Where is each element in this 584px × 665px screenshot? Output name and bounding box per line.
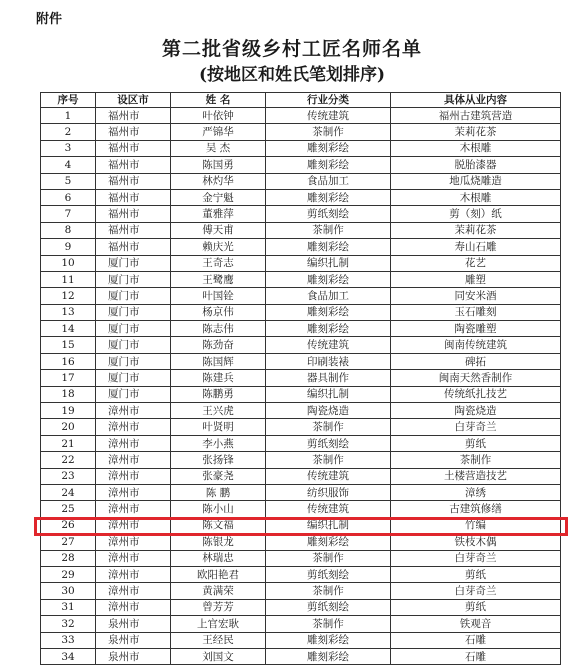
cell-city: 漳州市 <box>96 419 171 435</box>
table-row <box>41 616 561 632</box>
cell-city: 漳州市 <box>96 517 171 533</box>
cell-index: 12 <box>41 288 96 304</box>
cell-city: 福州市 <box>96 222 171 238</box>
cell-city: 厦门市 <box>96 255 171 271</box>
cell-content: 碑拓 <box>391 353 561 369</box>
cell-name: 张豪尧 <box>171 468 266 484</box>
attachment-label: 附件 <box>36 12 63 27</box>
cell-category: 编织扎制 <box>266 255 391 271</box>
cell-city: 漳州市 <box>96 484 171 500</box>
cell-city: 漳州市 <box>96 583 171 599</box>
cell-city: 泉州市 <box>96 616 171 632</box>
table-header-row <box>41 93 561 108</box>
cell-category: 剪纸刻绘 <box>266 206 391 222</box>
craftsman-table <box>40 92 561 665</box>
cell-name: 王兴虎 <box>171 403 266 419</box>
cell-content: 玉石雕刻 <box>391 304 561 320</box>
cell-category: 印刷装裱 <box>266 353 391 369</box>
table-row <box>41 648 561 664</box>
table-row <box>41 222 561 238</box>
table-row <box>41 452 561 468</box>
cell-category: 雕刻彩绘 <box>266 632 391 648</box>
cell-category: 食品加工 <box>266 288 391 304</box>
cell-index: 33 <box>41 632 96 648</box>
cell-city: 福州市 <box>96 124 171 140</box>
table-row <box>41 173 561 189</box>
cell-category: 纺织服饰 <box>266 484 391 500</box>
cell-category: 茶制作 <box>266 452 391 468</box>
cell-name: 陈鹏勇 <box>171 386 266 402</box>
cell-city: 厦门市 <box>96 304 171 320</box>
cell-name: 叶依钟 <box>171 108 266 124</box>
cell-content: 木根雕 <box>391 140 561 156</box>
cell-index: 24 <box>41 484 96 500</box>
cell-content: 石雕 <box>391 648 561 664</box>
cell-name: 陈国辉 <box>171 353 266 369</box>
cell-index: 32 <box>41 616 96 632</box>
cell-content: 漳绣 <box>391 484 561 500</box>
cell-name: 陈劲奋 <box>171 337 266 353</box>
cell-name: 陈银龙 <box>171 534 266 550</box>
table-row <box>41 403 561 419</box>
cell-city: 泉州市 <box>96 648 171 664</box>
cell-index: 26 <box>41 517 96 533</box>
cell-content: 寿山石雕 <box>391 239 561 255</box>
cell-content: 古建筑修缮 <box>391 501 561 517</box>
cell-content: 陶瓷雕塑 <box>391 321 561 337</box>
cell-city: 漳州市 <box>96 452 171 468</box>
cell-content: 剪纸 <box>391 566 561 582</box>
cell-index: 14 <box>41 321 96 337</box>
cell-content: 茶制作 <box>391 452 561 468</box>
cell-category: 剪纸刻绘 <box>266 599 391 615</box>
cell-content: 剪（刻）纸 <box>391 206 561 222</box>
cell-category: 茶制作 <box>266 583 391 599</box>
cell-category: 雕刻彩绘 <box>266 648 391 664</box>
cell-index: 34 <box>41 648 96 664</box>
table-row <box>41 206 561 222</box>
table-row <box>41 337 561 353</box>
header-content: 具体从业内容 <box>391 93 561 108</box>
cell-category: 茶制作 <box>266 124 391 140</box>
cell-category: 雕刻彩绘 <box>266 189 391 205</box>
cell-category: 雕刻彩绘 <box>266 157 391 173</box>
cell-content: 土楼营造技艺 <box>391 468 561 484</box>
cell-city: 泉州市 <box>96 632 171 648</box>
cell-category: 传统建筑 <box>266 108 391 124</box>
cell-name: 李小燕 <box>171 435 266 451</box>
cell-index: 29 <box>41 566 96 582</box>
cell-city: 厦门市 <box>96 353 171 369</box>
table-row <box>41 435 561 451</box>
cell-content: 脱胎漆器 <box>391 157 561 173</box>
cell-city: 厦门市 <box>96 337 171 353</box>
cell-name: 叶贤明 <box>171 419 266 435</box>
table-row <box>41 386 561 402</box>
cell-category: 陶瓷烧造 <box>266 403 391 419</box>
cell-index: 4 <box>41 157 96 173</box>
cell-name: 傅天甫 <box>171 222 266 238</box>
table-row <box>41 534 561 550</box>
cell-category: 编织扎制 <box>266 386 391 402</box>
cell-city: 漳州市 <box>96 501 171 517</box>
cell-category: 茶制作 <box>266 550 391 566</box>
cell-index: 19 <box>41 403 96 419</box>
cell-content: 白芽奇兰 <box>391 583 561 599</box>
cell-index: 13 <box>41 304 96 320</box>
table-row <box>41 583 561 599</box>
table-row <box>41 271 561 287</box>
table-body <box>41 108 561 665</box>
header-name: 姓 名 <box>171 93 266 108</box>
cell-category: 雕刻彩绘 <box>266 304 391 320</box>
cell-index: 22 <box>41 452 96 468</box>
cell-index: 16 <box>41 353 96 369</box>
table-row <box>41 566 561 582</box>
cell-city: 福州市 <box>96 173 171 189</box>
cell-name: 陈 鹏 <box>171 484 266 500</box>
cell-index: 31 <box>41 599 96 615</box>
cell-name: 黄满荣 <box>171 583 266 599</box>
cell-city: 漳州市 <box>96 534 171 550</box>
table-row <box>41 255 561 271</box>
cell-name: 赖庆光 <box>171 239 266 255</box>
cell-name: 严锦华 <box>171 124 266 140</box>
cell-city: 漳州市 <box>96 403 171 419</box>
cell-content: 闽南传统建筑 <box>391 337 561 353</box>
cell-content: 剪纸 <box>391 599 561 615</box>
cell-name: 林灼华 <box>171 173 266 189</box>
cell-category: 雕刻彩绘 <box>266 321 391 337</box>
cell-name: 林瑞忠 <box>171 550 266 566</box>
cell-name: 刘国文 <box>171 648 266 664</box>
table-row <box>41 468 561 484</box>
header-index: 序号 <box>41 93 96 108</box>
cell-index: 3 <box>41 140 96 156</box>
cell-city: 福州市 <box>96 157 171 173</box>
cell-name: 董雅萍 <box>171 206 266 222</box>
cell-category: 编织扎制 <box>266 517 391 533</box>
cell-name: 金宁魁 <box>171 189 266 205</box>
cell-content: 白芽奇兰 <box>391 419 561 435</box>
cell-content: 地瓜烧雕造 <box>391 173 561 189</box>
cell-category: 剪纸刻绘 <box>266 566 391 582</box>
cell-name: 张扬锋 <box>171 452 266 468</box>
cell-category: 雕刻彩绘 <box>266 534 391 550</box>
cell-name: 王鹭鹰 <box>171 271 266 287</box>
cell-index: 6 <box>41 189 96 205</box>
cell-content: 同安米酒 <box>391 288 561 304</box>
cell-name: 欧阳艳君 <box>171 566 266 582</box>
cell-content: 花艺 <box>391 255 561 271</box>
cell-content: 石雕 <box>391 632 561 648</box>
cell-content: 铁枝木偶 <box>391 534 561 550</box>
cell-name: 杨京伟 <box>171 304 266 320</box>
cell-city: 厦门市 <box>96 386 171 402</box>
table-row <box>41 288 561 304</box>
cell-category: 雕刻彩绘 <box>266 239 391 255</box>
cell-name: 上官宏耿 <box>171 616 266 632</box>
cell-index: 21 <box>41 435 96 451</box>
cell-name: 陈小山 <box>171 501 266 517</box>
cell-name: 陈建兵 <box>171 370 266 386</box>
table-row <box>41 304 561 320</box>
cell-index: 1 <box>41 108 96 124</box>
cell-index: 8 <box>41 222 96 238</box>
cell-content: 茉莉花茶 <box>391 124 561 140</box>
cell-index: 18 <box>41 386 96 402</box>
cell-index: 5 <box>41 173 96 189</box>
table-row <box>41 239 561 255</box>
cell-city: 漳州市 <box>96 468 171 484</box>
cell-index: 7 <box>41 206 96 222</box>
cell-index: 27 <box>41 534 96 550</box>
table-row <box>41 484 561 500</box>
cell-name: 王奇志 <box>171 255 266 271</box>
cell-category: 茶制作 <box>266 222 391 238</box>
table-row <box>41 419 561 435</box>
cell-index: 11 <box>41 271 96 287</box>
cell-city: 漳州市 <box>96 566 171 582</box>
cell-category: 剪纸刻绘 <box>266 435 391 451</box>
cell-index: 17 <box>41 370 96 386</box>
cell-content: 传统纸扎技艺 <box>391 386 561 402</box>
header-city: 设区市 <box>96 93 171 108</box>
header-category: 行业分类 <box>266 93 391 108</box>
document-title: 第二批省级乡村工匠名师名单 <box>161 38 422 60</box>
cell-city: 厦门市 <box>96 271 171 287</box>
cell-city: 厦门市 <box>96 288 171 304</box>
table-row <box>41 550 561 566</box>
cell-category: 雕刻彩绘 <box>266 140 391 156</box>
table-row <box>41 140 561 156</box>
cell-index: 9 <box>41 239 96 255</box>
table-row <box>41 599 561 615</box>
cell-content: 木根雕 <box>391 189 561 205</box>
cell-category: 雕刻彩绘 <box>266 271 391 287</box>
cell-index: 20 <box>41 419 96 435</box>
cell-content: 闽南天然香制作 <box>391 370 561 386</box>
cell-name: 陈文福 <box>171 517 266 533</box>
cell-category: 传统建筑 <box>266 501 391 517</box>
cell-city: 福州市 <box>96 189 171 205</box>
table-row <box>41 157 561 173</box>
table-row <box>41 353 561 369</box>
table-row <box>41 370 561 386</box>
cell-category: 茶制作 <box>266 419 391 435</box>
cell-city: 福州市 <box>96 108 171 124</box>
cell-index: 25 <box>41 501 96 517</box>
cell-city: 福州市 <box>96 206 171 222</box>
cell-index: 23 <box>41 468 96 484</box>
cell-category: 食品加工 <box>266 173 391 189</box>
cell-content: 白芽奇兰 <box>391 550 561 566</box>
cell-city: 厦门市 <box>96 321 171 337</box>
table-row <box>41 632 561 648</box>
table-row <box>41 517 561 533</box>
cell-content: 陶瓷烧造 <box>391 403 561 419</box>
cell-city: 漳州市 <box>96 550 171 566</box>
cell-index: 15 <box>41 337 96 353</box>
cell-name: 陈国勇 <box>171 157 266 173</box>
cell-name: 王经民 <box>171 632 266 648</box>
cell-content: 茉莉花茶 <box>391 222 561 238</box>
cell-category: 传统建筑 <box>266 468 391 484</box>
table-row <box>41 321 561 337</box>
cell-content: 竹编 <box>391 517 561 533</box>
cell-name: 陈志伟 <box>171 321 266 337</box>
cell-content: 铁观音 <box>391 616 561 632</box>
table-row <box>41 108 561 124</box>
cell-category: 器具制作 <box>266 370 391 386</box>
cell-name: 曾芳芳 <box>171 599 266 615</box>
cell-city: 漳州市 <box>96 599 171 615</box>
cell-index: 28 <box>41 550 96 566</box>
cell-index: 10 <box>41 255 96 271</box>
table-row <box>41 189 561 205</box>
cell-name: 叶国铨 <box>171 288 266 304</box>
table-row <box>41 124 561 140</box>
cell-category: 传统建筑 <box>266 337 391 353</box>
document-subtitle: (按地区和姓氏笔划排序) <box>198 65 386 85</box>
table-row <box>41 501 561 517</box>
cell-content: 剪纸 <box>391 435 561 451</box>
cell-index: 2 <box>41 124 96 140</box>
cell-content: 雕塑 <box>391 271 561 287</box>
cell-city: 福州市 <box>96 140 171 156</box>
cell-city: 福州市 <box>96 239 171 255</box>
cell-name: 吴 杰 <box>171 140 266 156</box>
cell-index: 30 <box>41 583 96 599</box>
cell-city: 厦门市 <box>96 370 171 386</box>
cell-city: 漳州市 <box>96 435 171 451</box>
cell-content: 福州古建筑营造 <box>391 108 561 124</box>
cell-category: 茶制作 <box>266 616 391 632</box>
